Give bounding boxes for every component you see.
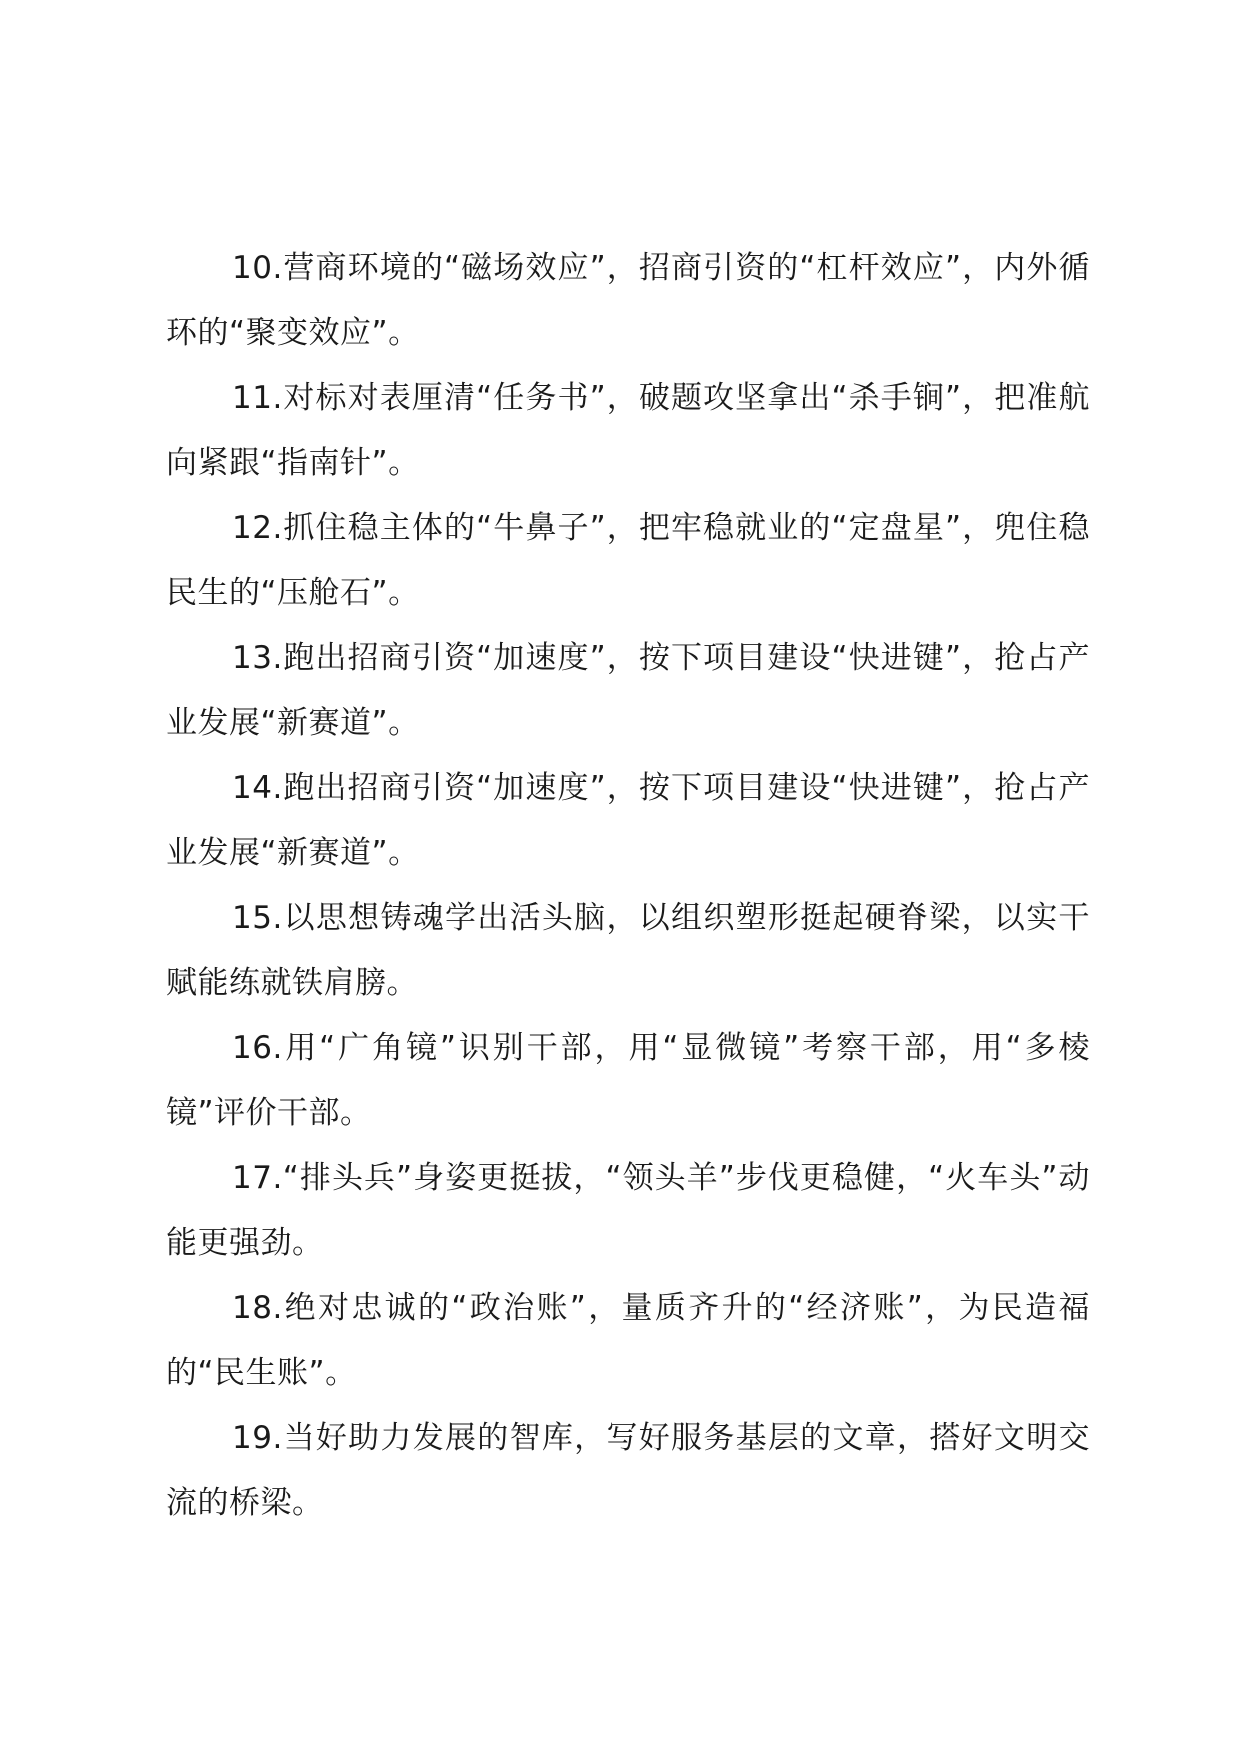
paragraph-12: 12.抓住稳主体的“牛鼻子”，把牢稳就业的“定盘星”，兜住稳民生的“压舱石”。 [166,510,1090,611]
paragraph-15: 15.以思想铸魂学出活头脑，以组织塑形挺起硬脊梁，以实干赋能练就铁肩膀。 [166,900,1090,1001]
document-body [166,236,1090,1536]
paragraph-16: 16.用“广角镜”识别干部，用“显微镜”考察干部，用“多棱镜”评价干部。 [166,1030,1090,1131]
paragraph-10: 10.营商环境的“磁场效应”，招商引资的“杠杆效应”，内外循环的“聚变效应”。 [166,250,1090,351]
paragraph-17: 17.“排头兵”身姿更挺拔，“领头羊”步伐更稳健，“火车头”动能更强劲。 [166,1160,1090,1261]
paragraph-11: 11.对标对表厘清“任务书”，破题攻坚拿出“杀手锏”，把准航向紧跟“指南针”。 [166,380,1090,481]
paragraph-19: 19.当好助力发展的智库，写好服务基层的文章，搭好文明交流的桥梁。 [166,1420,1090,1521]
paragraph-13: 13.跑出招商引资“加速度”，按下项目建设“快进键”，抢占产业发展“新赛道”。 [166,640,1090,741]
paragraph-14: 14.跑出招商引资“加速度”，按下项目建设“快进键”，抢占产业发展“新赛道”。 [166,770,1090,871]
paragraph-18: 18.绝对忠诚的“政治账”，量质齐升的“经济账”，为民造福的“民生账”。 [166,1290,1090,1391]
